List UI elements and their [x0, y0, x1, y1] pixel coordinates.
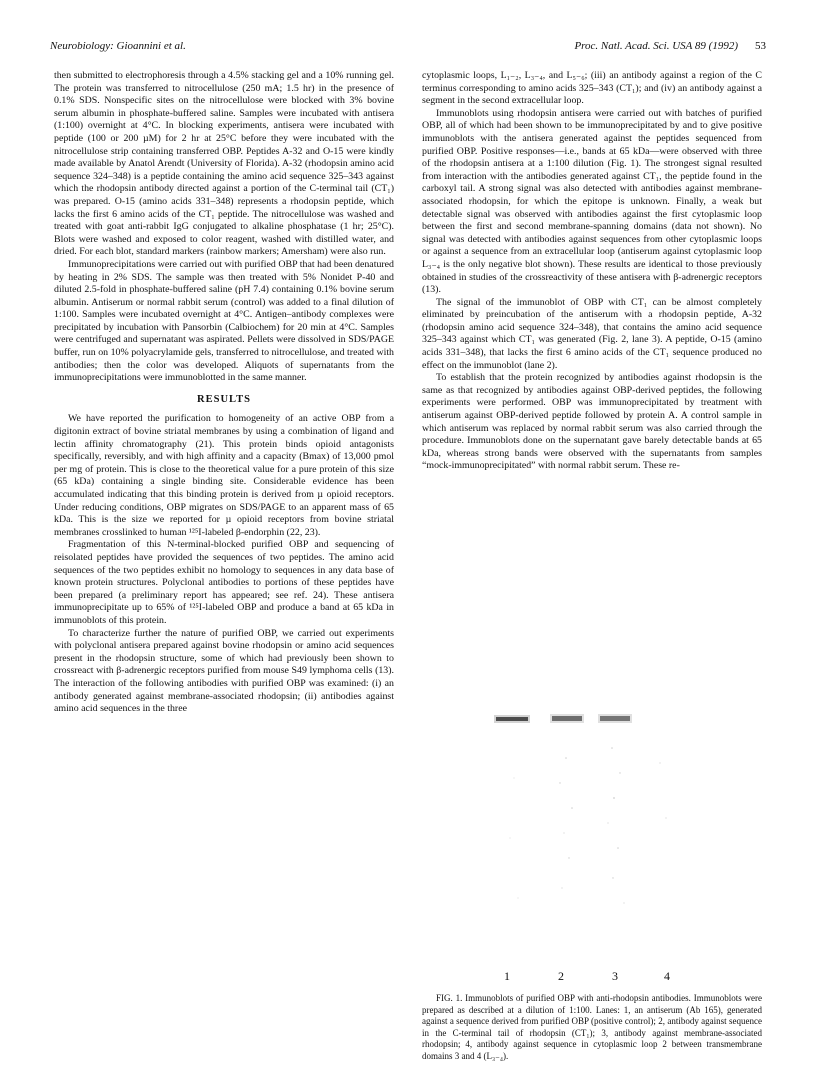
methods-paragraph-immunoblot: then submitted to electrophoresis through a 4.5% stacking gel and a 10% running gel. The protein was transferred to nitrocellulose (250 mA; 1.5 hr) in the presence of 0.1% SDS. Nonspecific sites on the nitrocellulose were blocked with 3% bovine serum albumin in phosphate-buffered saline. Samples were incubated with antisera (1:100) overnight at 4°C. In blocking experiments, antisera were incubated with peptide (100 or 200 µM) for 2 hr at 25°C before they were incubated with the nitrocellulose strip containing transferred OBP. Peptides A-32 and O-15 were kindly made available by Anatol Arendt (University of Florida). A-32 (rhodopsin amino acid sequence 324–348) is a peptide containing the amino acid sequence 325–343 against which the rhodopsin antibody directed against a portion of the C-terminal tail (CT₁) was prepared. O-15 (amino acids 331–348) represents a rhodopsin peptide, which lacks the first 6 amino acids of the CT₁ peptide. The nitrocellulose was washed and treated with goat anti-rabbit IgG conjugated to alkaline phosphatase (1 hr; 25°C). Blots were washed and exposed to color reagent, washed with distilled water, and dried. For each blot, standard markers (rainbow markers; Amersham) were also run. — [54, 70, 394, 258]
lane-label-4: 4 — [664, 969, 670, 983]
results-paragraph-5: Immunoblots using rhodopsin antisera were carried out with batches of purified OBP, all of which had been shown to be immunoprecipitated by and to give positive immunoblots with the antisera generated against the peptides sequenced from purified OBP. Positive responses—i.e., bands at 65 kDa—were observed with three of the rhodopsin antisera at a 1:100 dilution (Fig. 1). The strongest signal resulted from interaction with the antibodies generated against CT₁, the peptide found in the carboxyl tail. A strong signal was also detected with antibodies against membrane-associated rhodopsin, for which the epitope is unknown. Finally, a weak but detectable signal was observed with antibodies against the first cytoplasmic loop between the first and second membrane-spanning domains (data not shown). No signal was detected with antibodies against sequences from other cytoplasmic loops or against a sequence from an extracellular loop (antiserum against cytoplasmic loop L₃₋₄ is the only negative blot shown). These results are identical to those previously obtained in studies of the crossreactivity of these antisera with β-adrenergic receptors (13). — [422, 107, 762, 296]
header-section: Neurobiology: Gioannini et al. — [50, 40, 186, 52]
results-paragraph-4: cytoplasmic loops, L₁₋₂, L₃₋₄, and L₅₋₆; (iii) an antibody against a region of the C terminus corresponding to amino acids 325–343 (CT₁); and (iv) an antibody against a segment in the second extracellular loop. — [422, 70, 762, 107]
lane-label-1: 1 — [504, 969, 510, 983]
lane-labels — [490, 969, 730, 983]
right-column — [422, 70, 762, 473]
lane-label-2: 2 — [558, 969, 564, 983]
immunoblot-image — [474, 688, 746, 958]
results-heading: RESULTS — [197, 393, 251, 405]
page-number: 53 — [755, 40, 766, 52]
figure-caption: FIG. 1. Immunoblots of purified OBP with anti-rhodopsin antibodies. Immunoblots were prepared as described at a dilution of 1:100. Lanes: 1, an antiserum (Ab 165), generated against a sequence derived from purified OBP (positive control); 2, antibody against sequence in the C-terminal tail of rhodopsin (CT₁); 3, antibody against membrane-associated rhodopsin; 4, antibody against sequence in cytoplasmic loop 2 between transmembrane domains 3 and 4 (L₃₋₄). — [422, 993, 762, 1061]
results-paragraph-3: To characterize further the nature of purified OBP, we carried out experiments with polyclonal antisera prepared against bovine rhodopsin or amino acid sequences present in the rhodopsin structure, some of which had previously been shown to crossreact with β-adrenergic receptors purified from mouse S49 lymphoma cells (13). The interaction of the following antibodies with purified OBP was examined: (i) an antibody generated against membrane-associated rhodopsin; (ii) antibodies against amino acid sequences in the three — [54, 627, 394, 715]
left-column — [54, 70, 394, 716]
header-journal: Proc. Natl. Acad. Sci. USA 89 (1992) — [574, 40, 738, 52]
results-paragraph-2: Fragmentation of this N-terminal-blocked purified OBP and sequencing of reisolated peptides have provided the sequences of two peptides. The amino acid sequences of the two peptides exhibit no homology to sequences in any data base of known protein structures. Polyclonal antibodies to portions of these peptides have been prepared (a preliminary report has appeared; see ref. 24). These antisera immunoprecipitate up to 65% of ¹²⁵I-labeled OBP and produce a band at 65 kDa in immunoblots of this protein. — [54, 539, 394, 626]
results-paragraph-7: To establish that the protein recognized by antibodies against rhodopsin is the same as that recognized by antibodies against OBP-derived peptides, the following experiments were performed. OBP was immunoprecipitated by treatment with antiserum against OBP-derived peptide followed by protein A. A control sample in which antiserum was replaced by normal rabbit serum was also carried through the procedure. Immunoblots done on the supernatant gave barely detectable bands at 65 kDa, whereas strong bands were observed with the supernatants from samples “mock-immunoprecipitated” with normal rabbit serum. These re- — [422, 372, 762, 472]
running-header — [50, 40, 766, 56]
methods-paragraph-immunoprecipitation: Immunoprecipitations were carried out with purified OBP that had been denatured by heating in 2% SDS. The sample was then treated with 5% Nonidet P-40 and diluted 2.5-fold in phosphate-buffered saline (pH 7.4) containing 0.1% bovine serum albumin. Antiserum or normal rabbit serum (control) was added to a final dilution of 1:100. Samples were incubated overnight at 4°C. Antigen–antibody complexes were precipitated by incubation with Pansorbin (Calbiochem) for 20 min at 4°C. Samples were centrifuged and supernatant was aspirated. Pellets were dissolved in SDS/PAGE buffer, run on 10% polyacrylamide gels, transferred to nitrocellulose, and treated with antibodies; then the color was developed. Aliquots of supernatants from the immunoprecipitations were immunoblotted in the same manner. — [54, 258, 394, 384]
lane-label-3: 3 — [612, 969, 618, 983]
results-paragraph-6: The signal of the immunoblot of OBP with CT₁ can be almost completely eliminated by preincubation of the antiserum with a rhodopsin peptide, A-32 (rhodopsin amino acid sequence 324–348), that contains the amino acid sequence 325–343 against which CT₁ was generated (Fig. 2, lane 3). A peptide, O-15 (amino acids 331–348), that lacks the first 6 amino acids of the CT₁ sequence produced no effect on the immunoblot (lane 2). — [422, 296, 762, 371]
results-paragraph-1: We have reported the purification to homogeneity of an active OBP from a digitonin extract of bovine striatal membranes by using a combination of ligand and lectin affinity chromatography (21). This protein binds opioid antagonists specifically, reversibly, and with high affinity and a capacity (Bmax) of 13,000 pmol per mg of protein. This is close to the theoretical value for a pure protein of this size (65 kDa) containing a single binding site. Considerable evidence has been accumulated indicating that this binding protein is derived from µ opioid receptors. Under reducing conditions, OBP migrates on SDS/PAGE to an apparent mass of 65 kDa. This is the size we reported for µ opioid receptors from bovine striatal membranes crosslinked to human ¹²⁵I-labeled β-endorphin (22, 23). — [54, 413, 394, 538]
immunoblot-figure — [474, 688, 746, 958]
